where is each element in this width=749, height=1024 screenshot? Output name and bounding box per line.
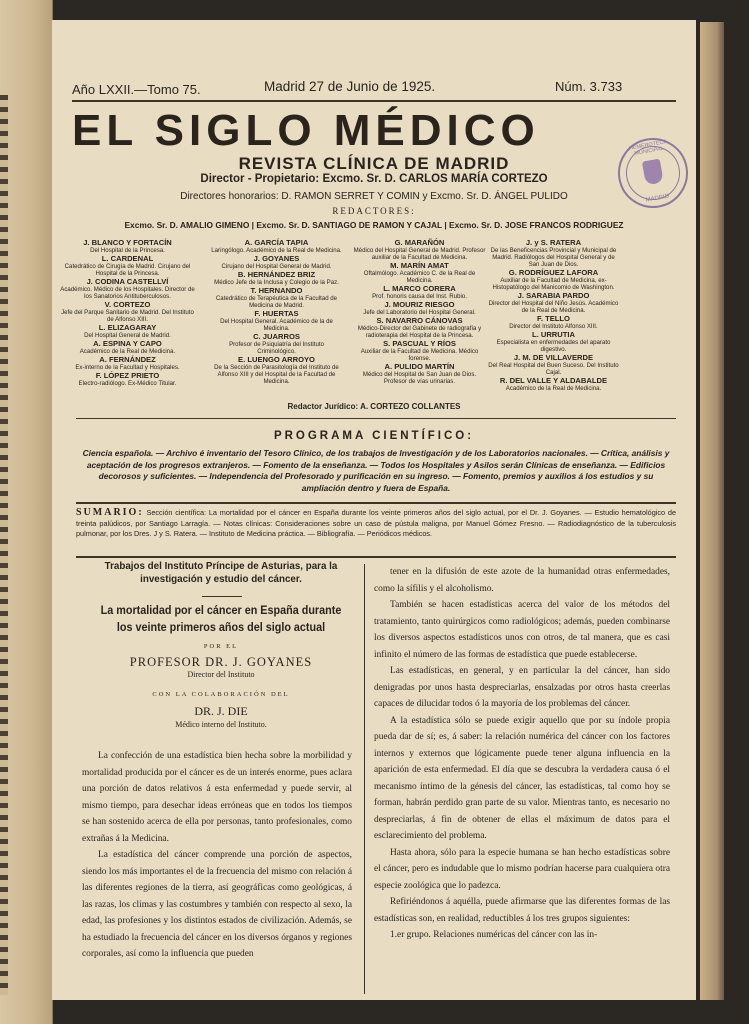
summary-label: SUMARIO:	[76, 507, 144, 518]
staff-name: J. BLANCO Y FORTACÍN	[83, 238, 172, 247]
staff-name: F. LÓPEZ PRIETO	[95, 371, 160, 380]
summary-text: Sección científica: La mortalidad por el cáncer en España durante los veinte primeros años del siglo actual, por el Dr. J. Goyanes. — Estudio hematológico de treinta palúdicos, por Santiago Larragía. — Notas clínicas: Consideraciones sobre un caso de pústula maligna, por Manuel Gómez Fresno. — Radiodiagnóstico de la tuberculosis pulmonar, por los Dres. J y S. Ratera. — Instituto de Medicina práctica. — Bibliografía. — Periódicos médicos.	[76, 508, 676, 538]
staff-name: J. M. DE VILLAVERDE	[513, 353, 594, 362]
staff-column	[486, 238, 621, 392]
staff-name: G. MARAÑÓN	[394, 238, 445, 247]
staff-name: V. CORTEZO	[104, 300, 151, 309]
staff-name: S. NAVARRO CÁNOVAS	[376, 316, 463, 325]
summary-bottom-rule	[76, 556, 676, 558]
by-label: POR EL	[203, 643, 239, 650]
staff-name: J. CODINA CASTELLVÍ	[86, 277, 169, 286]
article-left-column	[82, 748, 352, 963]
director-line: Director - Propietario: Excmo. Sr. D. CARLOS MARÍA CORTEZO	[200, 173, 548, 185]
staff-role: Médico del Hospital de San Juan de Dios. Profesor de vías urinarias.	[362, 371, 477, 385]
newspaper-page	[52, 20, 696, 1000]
article-paragraph: La confección de una estadística bien hecha sobre la morbilidad y mortalidad producida por el cáncer es de un interés enorme, pues aclara una porción de datos relativos á esta enfermedad y puede servir, al mismo tiempo, para desechar ideas erróneas que en todos los tiempos se han sostenido acerca de ella por personas, tanto profesionales, como extrañas á la Medicina.	[82, 751, 352, 844]
article-paragraph: A la estadística sólo se puede exigir aquello que por su índole propia pueda dar de sí; es, á saber: la relación numérica del cáncer con los factores internos y externos que lógicamente puede tener alguna influencia en la aparición de esta enfermedad. El día que se descubra la verdadera causa ó el mecanismo íntimo de la génesis del cáncer, las estadísticas, tal como hoy se forman, habrán perdido gran parte de su valor. Mientras tanto, es necesario no despreciarlas, á fin de obtener de ellas el máximum de datos para el esclarecimiento del problema.	[374, 715, 670, 841]
issue-year-volume: Año LXXII.—Tomo 75.	[72, 82, 201, 97]
section-separator	[202, 596, 242, 597]
staff-name: J. GOYANES	[253, 254, 300, 263]
staff-role: Jefe del Parque Sanitario de Madrid. Del Instituto de Alfonso XIII.	[61, 309, 194, 323]
program-title: PROGRAMA CIENTÍFICO:	[273, 430, 475, 442]
staff-role: De la Sección de Parasitología del Instituto de Alfonso XIII y del Hospital de la Facultad de Medicina.	[214, 364, 339, 385]
staff-role: Auxiliar de la Facultad de Medicina. Médico forense.	[360, 348, 479, 362]
issue-date: Madrid 27 de Junio de 1925.	[264, 79, 436, 94]
staff-role: Director del Instituto Alfonso XIII.	[509, 323, 598, 330]
staff-name: B. HERNÁNDEZ BRIZ	[237, 270, 316, 279]
coauthor-name: DR. J. DIE	[194, 704, 248, 718]
stamp-text-top: HEMEROTECA MUNICIPAL	[628, 139, 668, 157]
staff-name: E. LUENGO ARROYO	[238, 355, 315, 364]
binding-spine	[0, 0, 53, 1024]
article-paragraph: tener en la difusión de este azote de la humanidad otras enfermedades, como la sífilis y el alcoholismo.	[374, 567, 670, 594]
staff-name: J. y S. RATERA	[525, 238, 582, 247]
chief-editors-line: Excmo. Sr. D. AMALIO GIMENO | Excmo. Sr. D. SANTIAGO DE RAMON Y CAJAL | Excmo. Sr. D. JOSE FRANCOS RODRIGUEZ	[124, 220, 624, 230]
staff-role: Jefe del Laboratorio del Hospital General.	[363, 309, 476, 316]
staff-role: Especialista en enfermedades del aparato digestivo.	[496, 339, 611, 353]
staff-role: Del Hospital General de Madrid.	[84, 332, 171, 339]
page-stack-edge	[700, 22, 724, 1000]
article-paragraph: También se hacen estadísticas acerca del valor de los métodos del tratamiento, tanto quirúrgicos como radiológicos; además, pueden combinarse los diversos aspectos estadísticos unos con otros, de tal manera, que es casi infinito el número de las formas de estadística que puede establecerse.	[374, 600, 670, 660]
column-divider	[364, 564, 365, 994]
staff-role: Del Real Hospital del Buen Suceso. Del Instituto Cajal.	[488, 362, 619, 376]
staff-role: Electro-radiólogo. Ex-Médico Titular.	[78, 380, 177, 387]
article-paragraph: Refiriéndonos á aquélla, puede afirmarse que las diferentes formas de las estadísticas son, en realidad, reductibles á los tres grupos siguientes:	[374, 897, 670, 924]
staff-name: C. JUARROS	[253, 332, 300, 341]
staff-bottom-rule	[76, 418, 676, 419]
stamp-text-bottom: MADRID	[645, 193, 670, 204]
article-paragraph: La estadística del cáncer comprende una porción de aspectos, siendo los más importantes el de la frecuencia del mismo con relación á las diferentes regiones de la tierra, así geográficas como geológicas, á las razas, los climas y las costumbres y también con respecto al sexo, la edad, las profesiones y los distintos estados de civilización. Además, se ha estudiado la frecuencia del cáncer en los diversos órganos y regiones corporales, así como la influencia que pueden	[82, 850, 352, 959]
staff-name: R. DEL VALLE Y ALDABALDE	[499, 376, 608, 385]
staff-role: Laringólogo. Académico de la Real de Medicina.	[211, 247, 342, 254]
staff-role: Catedrático de Cirugía de Madrid. Cirujano del Hospital de la Princesa.	[64, 263, 191, 277]
editors-label: REDACTORES:	[332, 206, 416, 216]
issue-number: Núm. 3.733	[555, 79, 623, 94]
staff-role: Catedrático de Terapéutica de la Facultad de Medicina de Madrid.	[215, 295, 338, 309]
article-section: Trabajos del Instituto Príncipe de Asturias, para la investigación y estudio del cáncer.	[104, 561, 338, 585]
article-paragraph: Hasta ahora, sólo para la especie humana se han hecho estadísticas sobre el cáncer, pero es indudable que lo mismo podrían hacerse para cualquiera otra especie zoológica que lo padezca.	[374, 847, 670, 891]
staff-name: A. PULIDO MARTÍN	[384, 362, 455, 371]
staff-role: Director del Hospital del Niño Jesús. Académico de la Real de Medicina.	[488, 300, 619, 314]
legal-editor-line: Redactor Jurídico: A. CORTEZO COLLANTES	[287, 402, 461, 411]
article-paragraph: Las estadísticas, en general, y en particular la del cáncer, han sido denigradas por unos hasta despreciarlas, ensalzadas por otros hasta creerlas capaces de dilucidar todos ó la mayoría de los problemas del cáncer.	[374, 666, 670, 709]
staff-role: Académico de la Real de Medicina.	[505, 385, 602, 392]
coauthor-position: Médico interno del Instituto.	[175, 720, 267, 729]
staff-column	[352, 238, 487, 385]
article-right-column	[374, 564, 670, 944]
staff-name: A. FERNÁNDEZ	[99, 355, 156, 364]
honorary-directors-line: Directores honorarios: D. RAMON SERRET Y COMIN y Excmo. Sr. D. ÁNGEL PULIDO	[180, 191, 568, 202]
masthead-rule-top	[72, 100, 676, 102]
staff-column	[209, 238, 344, 385]
staff-name: J. SARABIA PARDO	[517, 291, 590, 300]
article-paragraph: 1.er grupo. Relaciones numéricas del cáncer con las in-	[390, 930, 598, 940]
author-name: PROFESOR DR. J. GOYANES	[129, 655, 313, 669]
staff-name: A. GARCÍA TAPIA	[244, 238, 309, 247]
staff-name: A. ESPINA Y CAPO	[93, 339, 162, 348]
staff-role: Oftalmólogo. Académico C. de la Real de Medicina.	[363, 270, 476, 284]
article-title: La mortalidad por el cáncer en España durante los veinte primeros años del siglo actual	[100, 603, 342, 634]
newspaper-title: EL SIGLO MÉDICO	[72, 106, 540, 155]
staff-name: L. URRUTIA	[531, 330, 576, 339]
staff-name: F. HUERTAS	[254, 309, 299, 318]
staff-name: L. CARDENAL	[101, 254, 154, 263]
staff-role: De las Beneficencias Provincial y Municipal de Madrid. Radiólogos del Hospital General y de San Juan de Dios.	[490, 247, 617, 268]
collaboration-label: CON LA COLABORACIÓN DEL	[152, 691, 290, 698]
staff-role: Auxiliar de la Facultad de Medicina, ex-Histopatólogo del Manicomio de Washington.	[492, 277, 615, 291]
staff-role: Ex-interno de la Facultad y Hospitales.	[75, 364, 180, 371]
summary-block	[76, 508, 676, 540]
program-bottom-rule	[76, 502, 676, 504]
staff-name: J. MOURIZ RIESGO	[384, 300, 455, 309]
binding-stitching	[0, 95, 8, 995]
newspaper-subtitle: REVISTA CLÍNICA DE MADRID	[238, 154, 510, 173]
staff-role: Académico de la Real de Medicina.	[79, 348, 176, 355]
staff-role: Académico. Médico de los Hospitales. Director de los Sanatorios Antituberculosos.	[60, 286, 195, 300]
staff-name: G. RODRÍGUEZ LAFORA	[508, 268, 599, 277]
staff-name: M. MARÍN AMAT	[390, 261, 449, 270]
staff-role: Profesor de Psiquiatría del Instituto Criminológico.	[229, 341, 324, 355]
staff-name: F. TELLO	[537, 314, 570, 323]
staff-role: Prof. honoris causa del Inst. Rubio.	[372, 293, 467, 300]
staff-column	[60, 238, 195, 387]
staff-name: T. HERNANDO	[250, 286, 303, 295]
author-position: Director del Instituto	[187, 670, 255, 679]
staff-name: S. PASCUAL Y RÍOS	[383, 339, 456, 348]
staff-role: Médico Jefe de la Inclusa y Colegio de la Paz.	[214, 279, 339, 286]
staff-role: Del Hospital General. Académico de la de Medicina.	[220, 318, 333, 332]
staff-role: Cirujano del Hospital General de Madrid.	[221, 263, 332, 270]
staff-name: L. MARCO CORERA	[383, 284, 456, 293]
staff-role: Médico del Hospital General de Madrid. Profesor auxiliar de la Facultad de Medicina.	[353, 247, 486, 261]
staff-role: Del Hospital de la Princesa.	[90, 247, 165, 254]
staff-name: L. ELIZAGARAY	[98, 323, 157, 332]
staff-role: Médico-Director del Gabinete de radiografía y radioterapia del Hospital de la Princesa.	[357, 325, 482, 339]
program-text: Ciencia española. — Archivo é inventario del Tesoro Clínico, de los trabajos de Investigación y de los Laboratorios nacionales. — Crítica, análisis y aceptación de los progresos extranjeros. — Fomento de la enseñanza. — Todos los Hospitales y Asilos serán Clínicas de enseñanza. — Edificios decorosos y suficientes. — Independencia del Profesorado y purificación en su ingreso. — Fomento, premios y auxilios á los estudios y su ampliación dentro y fuera de España.	[82, 448, 670, 493]
